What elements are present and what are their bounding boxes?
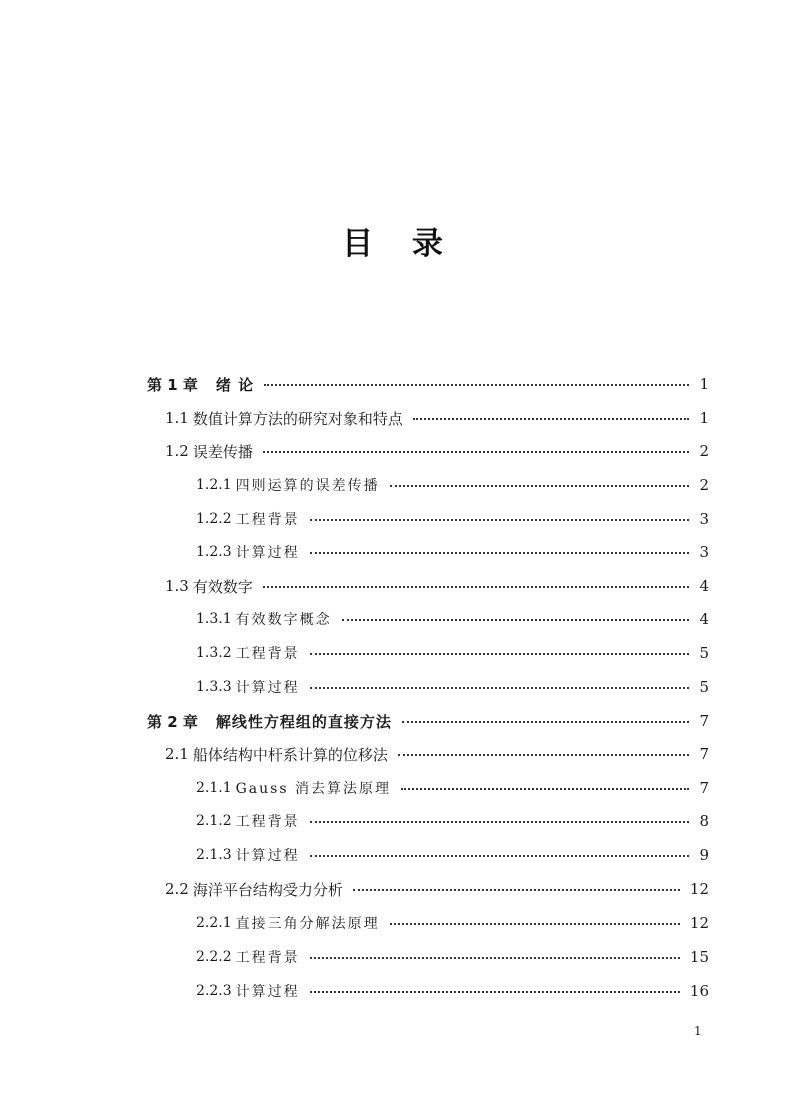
dot-leader — [402, 721, 689, 723]
toc-entry-page: 4 — [699, 577, 709, 595]
page-title: 目 录 — [342, 226, 457, 262]
toc-entry-page: 15 — [689, 948, 709, 966]
toc-entry[interactable] — [196, 906, 709, 940]
toc-entry-page: 9 — [699, 846, 709, 864]
toc-entry-number: 2.2.1 — [196, 915, 232, 931]
toc-entry-page: 5 — [699, 644, 709, 662]
toc-entry-title: 直接三角分解法原理 — [235, 916, 380, 932]
dot-leader — [413, 418, 689, 420]
toc-entry-title: 海洋平台结构受力分析 — [192, 880, 343, 899]
toc-entry[interactable] — [196, 602, 709, 636]
toc-entry[interactable] — [165, 737, 709, 771]
dot-leader — [310, 855, 689, 857]
toc-entry-title: 四则运算的误差传播 — [235, 478, 380, 494]
toc-entry-title: 工程背景 — [235, 950, 300, 966]
dot-leader — [263, 451, 689, 453]
dot-leader — [310, 991, 680, 993]
toc-entry[interactable] — [196, 940, 709, 974]
toc-entry-number: 1.3.1 — [196, 611, 232, 627]
toc-entry-title: Gauss 消去算法原理 — [235, 781, 391, 797]
toc-entry-page: 1 — [699, 409, 709, 427]
toc-entry-number: 1.2.1 — [196, 477, 232, 493]
toc-entry-number: 1.2 — [165, 442, 189, 460]
toc-entry[interactable] — [196, 771, 709, 805]
dot-leader — [310, 957, 680, 959]
dot-leader — [310, 821, 689, 823]
toc-entry-number: 1.2.3 — [196, 544, 232, 560]
toc-entry-page: 7 — [699, 745, 709, 763]
toc-entry-page: 7 — [699, 712, 709, 730]
toc-entry-number: 2.2.3 — [196, 983, 232, 999]
toc-entry-title: 绪 论 — [215, 375, 255, 394]
toc-entry[interactable] — [196, 804, 709, 838]
toc-entry[interactable] — [196, 535, 709, 569]
dot-leader — [263, 586, 689, 588]
toc-entry-number: 2.2 — [165, 880, 189, 898]
toc-entry[interactable] — [165, 401, 709, 435]
toc-entry-number: 2.2.2 — [196, 949, 232, 965]
toc-entry-title: 有效数字概念 — [235, 612, 332, 628]
toc-entry-title: 计算过程 — [235, 984, 300, 1000]
toc-entry-title: 数值计算方法的研究对象和特点 — [192, 409, 403, 428]
dot-leader — [264, 384, 689, 386]
toc-entry-page: 7 — [699, 779, 709, 797]
toc-entry[interactable] — [196, 838, 709, 872]
toc-entry-title: 工程背景 — [235, 512, 300, 528]
toc-entry-title: 计算过程 — [235, 680, 300, 696]
toc-entry[interactable] — [165, 872, 709, 906]
toc-entry-page: 12 — [689, 914, 709, 932]
toc-entry-page: 3 — [699, 543, 709, 561]
toc-entry-page: 2 — [699, 476, 709, 494]
toc-entry-title: 计算过程 — [235, 848, 300, 864]
dot-leader — [310, 653, 689, 655]
toc-entry-title: 工程背景 — [235, 646, 300, 662]
toc-entry-number: 2.1 — [165, 745, 189, 763]
toc-entry[interactable] — [196, 670, 709, 704]
toc-entry[interactable] — [165, 434, 709, 468]
page-number: 1 — [694, 1024, 702, 1038]
toc-entry-number: 2.1.1 — [196, 780, 232, 796]
toc-entry-page: 3 — [699, 510, 709, 528]
dot-leader — [342, 619, 689, 621]
toc-entry-number: 2.1.2 — [196, 813, 232, 829]
toc-entry-page: 2 — [699, 442, 709, 460]
toc-entry-number: 第 2 章 — [147, 712, 198, 731]
toc-entry-page: 1 — [699, 375, 709, 393]
toc-entry-title: 工程背景 — [235, 814, 300, 830]
toc-entry-title: 误差传播 — [192, 442, 253, 461]
dot-leader — [310, 687, 689, 689]
toc-entry-page: 4 — [699, 610, 709, 628]
toc-entry-title: 解线性方程组的直接方法 — [215, 712, 392, 731]
dot-leader — [390, 485, 689, 487]
dot-leader — [401, 788, 689, 790]
toc-entry-page: 16 — [689, 982, 709, 1000]
toc-entry[interactable] — [147, 704, 709, 738]
dot-leader — [310, 552, 689, 554]
toc-entry-number: 1.3 — [165, 577, 189, 595]
toc-entry-title: 有效数字 — [192, 577, 253, 596]
dot-leader — [310, 519, 689, 521]
toc-entry-number: 1.3.3 — [196, 679, 232, 695]
dot-leader — [353, 889, 680, 891]
toc-entry-page: 8 — [699, 812, 709, 830]
toc-entry-page: 12 — [689, 880, 709, 898]
toc-entry[interactable] — [147, 367, 709, 401]
toc-entry-number: 1.2.2 — [196, 511, 232, 527]
toc-entry[interactable] — [165, 569, 709, 603]
toc-entry-title: 船体结构中杆系计算的位移法 — [192, 745, 388, 764]
toc-entry-title: 计算过程 — [235, 545, 300, 561]
toc-entry-page: 5 — [699, 678, 709, 696]
dot-leader — [390, 923, 680, 925]
dot-leader — [398, 754, 689, 756]
toc-entry-number: 第 1 章 — [147, 375, 198, 394]
toc-entry[interactable] — [196, 502, 709, 536]
toc-entry[interactable] — [196, 468, 709, 502]
toc-entry-number: 1.3.2 — [196, 645, 232, 661]
toc-entry-number: 1.1 — [165, 409, 189, 427]
toc-entry[interactable] — [196, 974, 709, 1008]
toc-entry-number: 2.1.3 — [196, 847, 232, 863]
toc-entry[interactable] — [196, 636, 709, 670]
